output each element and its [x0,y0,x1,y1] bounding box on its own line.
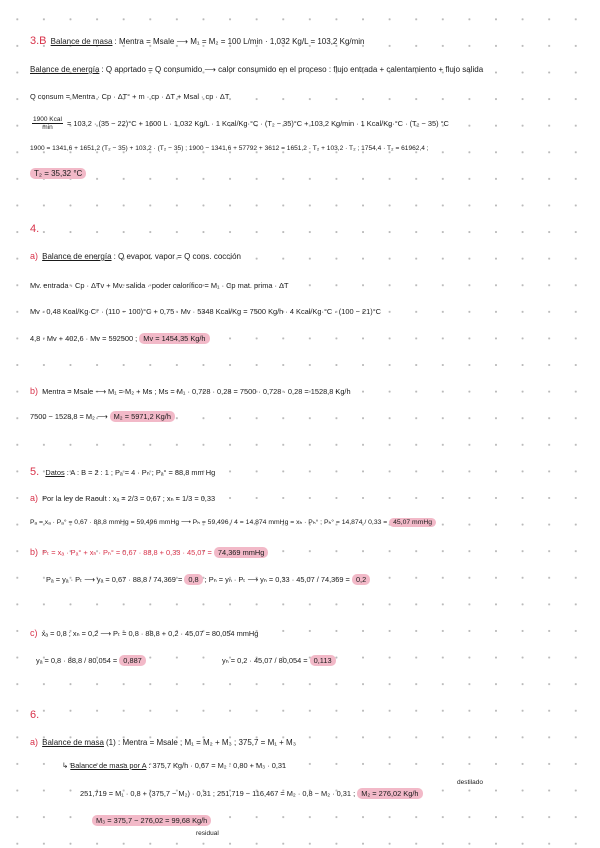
energy-equation: : Q aportado = Q consumido ⟶ calor consumido en el proceso : flujo entrada + calentamiento + flujo salida [101,65,484,74]
qconsum-line: Q consum = Mentra · Cp · ΔT° + m · cp · ΔT + Msal · cp · ΔT [30,92,230,101]
result-m2: M₂ = 5971,2 Kg/h [110,411,175,422]
section-number: 3.B [30,35,47,47]
equation: : Q evapor. vapor = Q cons. cocción [113,252,241,261]
result-ya: 0,8 [184,574,202,585]
result-m2: M₂ = 276,02 Kg/h [357,788,422,799]
result-m3: M₃ = 375,7 − 276,02 = 99,68 Kg/h [92,815,211,826]
result-mv: Mv = 1454,35 Kg/h [139,333,209,344]
energy-title: Balance de energía [42,252,112,261]
section-6-number: 6. [30,709,40,721]
part-label: a) [30,737,39,747]
label-destilado: destilado [457,779,484,786]
section-4-number: 4. [30,223,40,235]
section-4a-line-1: Mv. entrada · Cp · ΔTv + Mv. salida · poder calorífico = M₁ · Cp mat. prima · ΔT [30,281,289,290]
fraction: $\frac{\text{1900 Kcal}}{\min}$ [33,116,62,132]
calc-rest: · (35 − 22)°C + 1600 L · 1,032 Kg/L · 1 Kcal/Kg·°C · (T₂ − 35)°C + 103,2 Kg/min · 1 Kcal/Kg·°C · (T₂ − 35) °C [93,118,449,128]
part-label: c) [30,628,38,638]
part-label: a) [30,493,39,503]
section-5a-line-2: Pₐ = xₐ · Pₐ° = 0,67 · 88,8 mmHg = 59,496 mmHg ⟶ Pₕ = 59,496 / 4 = 14,874 mmHg = xₕ · Pₕ° ; Pₕ° = 14,874 / 0,33 = 45,07 mmHg [30,520,436,527]
energy-calc-line-2: 1900 = 1341,6 + 1651,2 (T₂ − 35) + 103,2 · (T₂ − 35) ; 1900 − 1341,6 + 57792 + 3612 = 1651,2 · T₂ + 103,2 · T₂ ; 1754,4 · T₂ = 61962,4 ; [30,145,429,152]
result-yb: 0,2 [352,574,370,585]
result-t2: T₂ = 35,32 °C [30,170,86,178]
part-label: a) [30,251,39,261]
section-title: Balance de masa [50,37,113,46]
section-number: 5. [30,466,40,478]
section-6a-line [30,738,296,747]
equation: Mentra = Msale ⟶ M₁ = M₂ + Ms ; Ms = M₁ · 0,728 · 0,28 = 7500 · 0,728 · 0,28 = 1528,8 Kg/h [42,387,351,396]
section-6a-line-4 [92,817,211,824]
label-residual: residual [196,830,219,837]
result-pb0: 45,07 mmHg [389,518,436,527]
sub-title: Balance de masa por A [70,761,147,770]
section-4b-line-2: 7500 − 1528,8 = M₂ ⟶ M₂ = 5971,2 Kg/h [30,413,175,420]
section-5c-line: c) xₐ = 0,8 ; xₕ = 0,2 ⟶ Pₜ = 0,8 · 88,8 + 0,2 · 45,07 = 80,054 mmHg [30,628,259,638]
result-c-yb: 0,113 [310,655,336,666]
datos-values: : A : B = 2 : 1 ; Pₐ = 4 · Pₕ ; Pₐ° = 88,8 mm Hg [66,468,216,477]
section-4a-line-3: 4,8 · Mv + 402,6 · Mv = 592500 ; Mv = 1454,35 Kg/h [30,335,210,342]
result-pt: 74,369 mmHg [214,547,268,558]
mass-balance-title: Balance de masa [42,738,104,747]
section-4a-line [30,252,241,261]
energy-calc-line-1: $\frac{\text{1900 Kcal}}{\min}$ = 103,2 · (35 − 22)°C + 1600 L · 1,032 Kg/L · 1 Kcal/Kg·°C · (T₂ − 35)°C + 103,2 Kg/min · 1 Kcal/Kg·°C · (T₂ − 35) °C [33,116,449,132]
part-label: b) [30,386,39,396]
section-6a-sub-line: ↳ Balance de masa por A : 375,7 Kg/h · 0,67 = M₂ · 0,80 + M₃ · 0,31 [62,761,287,770]
section-5b-line-2: Pₐ = yₐ · Pₜ ⟶ yₐ = 0,67 · 88,8 / 74,369 = 0,8 ; Pₕ = yₕ · Pₜ ⟶ yₕ = 0,33 · 45,07 / 74,369 = 0,2 [46,576,370,583]
equation: : Mentra = Msale ⟶ M₁ = M₂ = 100 L/min · 1,032 Kg/L = 103,2 Kg/min [114,37,365,46]
section-5c-line-2b: yₕ = 0,2 · 45,07 / 80,054 = 0,113 [222,657,336,664]
result-c-ya: 0,887 [119,655,146,666]
section-5b-line: b) Pₜ = xₐ · Pₐ° + xₕ · Pₕ° = 0,67 · 88,8 + 0,33 · 45,07 = 74,369 mmHg [30,548,268,557]
part-label: b) [30,547,39,557]
energy-balance-line [30,66,483,74]
section-6a-line-3: 251,719 = M₁ · 0,8 + (375,7 − M₂) · 0,31 ; 251,719 − 116,467 = M₂ · 0,8 − M₂ · 0,31 ; M₂ = 276,02 Kg/h [80,790,423,797]
section-4a-line-2: Mv · 0,48 Kcal/Kg·C° · (110 − 100)°C + 0,75 · Mv · 5348 Kcal/Kg = 7500 Kg/h · 4 Kcal/Kg·°C · (100 − 21)°C [30,307,381,316]
section-5c-line-2: yₐ = 0,8 · 88,8 / 80,054 = 0,887 [36,657,146,664]
equation: (1) : Mentra = Msale ; M₁ = M₂ + M₃ ; 375,7 = M₁ + M₃ [106,738,296,747]
datos-label: Datos [45,468,65,477]
section-5a-line: a) Por la ley de Raoult : xₐ = 2/3 = 0,67 ; xₕ = 1/3 = 0,33 [30,493,216,503]
section-5-line [30,467,215,478]
section-3b-line [30,36,365,47]
arrow-icon: ↳ [62,761,69,770]
section-4b-line [30,387,351,396]
energy-title: Balance de energía [30,65,100,74]
